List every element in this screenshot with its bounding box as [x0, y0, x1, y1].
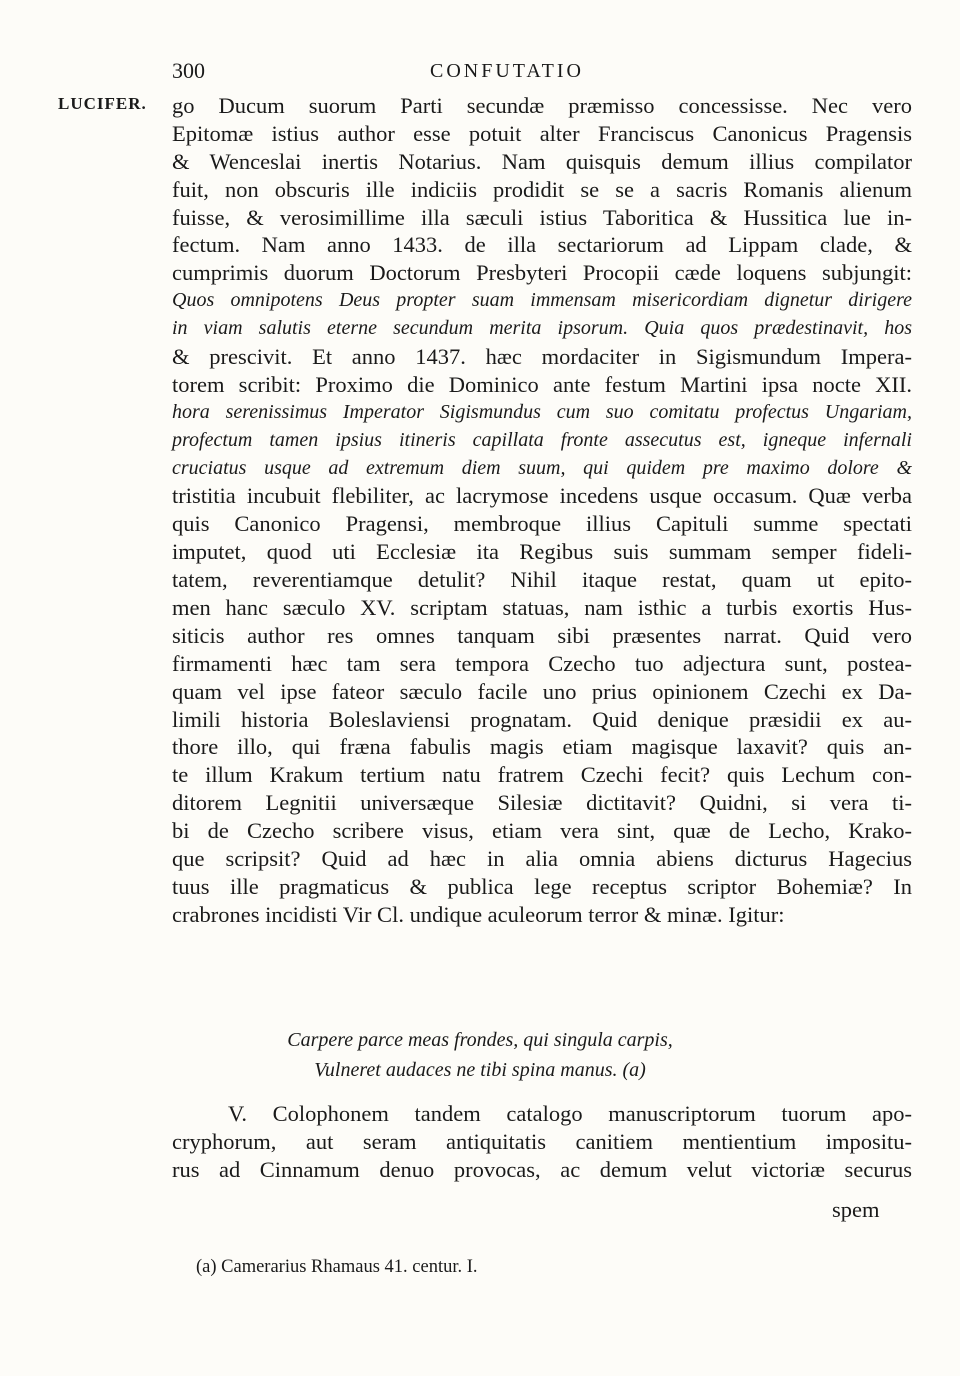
- margin-note: LUCIFER.: [58, 94, 147, 113]
- section-line: V. Colophonem tandem catalogo manuscriptorum tuorum apo-: [228, 1101, 912, 1126]
- verse-line: Vulneret audaces ne tibi spina manus. (a): [314, 1059, 646, 1081]
- catchword: spem: [832, 1197, 880, 1222]
- text-line: quam vel ipse fateor sæculo facile uno prius opinionem Czechi ex Da-: [172, 678, 912, 704]
- page-number: 300: [172, 58, 205, 83]
- text-line: profectum tamen ipsius itineris capillata fronte assecutus est, igneque infernali: [172, 428, 912, 451]
- text-line: cumprimis duorum Doctorum Presbyteri Procopii cæde loquens subjungit:: [172, 260, 912, 286]
- text-line: torem scribit: Proximo die Dominico ante festum Martini ipsa nocte XII.: [172, 371, 912, 397]
- text-line: que scripsit? Quid ad hæc in alia omnia abiens dicturus Hagecius: [172, 846, 912, 872]
- text-line: Quos omnipotens Deus propter suam immensam misericordiam dignetur dirigere: [172, 289, 912, 312]
- text-line: quis Canonico Pragensi, membroque illius Capituli summe spectati: [172, 511, 912, 537]
- text-line: ditorem Legnitii universæque Silesiæ dictitavit? Quidni, si vera ti-: [172, 790, 912, 816]
- running-title: CONFUTATIO: [430, 60, 584, 82]
- text-line: tatem, reverentiamque detulit? Nihil itaque restat, quam ut epito-: [172, 567, 912, 593]
- text-line: hora serenissimus Imperator Sigismundus cum suo comitatu profectus Ungariam,: [172, 400, 912, 423]
- text-line: fectum. Nam anno 1433. de illa sectariorum ad Lippam clade, &: [172, 232, 912, 258]
- text-line: limili historia Boleslaviensi prognatam. Quid denique præsidii ex au-: [172, 706, 912, 732]
- text-line: go Ducum suorum Parti secundæ præmisso concessisse. Nec vero: [172, 93, 912, 118]
- text-line: in viam salutis eterne secundum merita ipsorum. Quia quos prædestinavit, hos: [172, 317, 912, 340]
- verse-line: Carpere parce meas frondes, qui singula carpis,: [287, 1029, 673, 1051]
- footnote: (a) Camerarius Rhamaus 41. centur. I.: [196, 1257, 478, 1277]
- text-line: firmamenti hæc tam sera tempora Czecho tuo adjectura sunt, postea-: [172, 650, 912, 676]
- body-text: [172, 92, 912, 929]
- text-line: fuisse, & verosimillime illa sæculi istius Taboritica & Hussitica lue in-: [172, 204, 912, 230]
- text-line: siticis author res omnes tanquam sibi præsentes narrat. Quid vero: [172, 622, 912, 648]
- text-line: & Wenceslai inertis Notarius. Nam quisquis demum illius compilator: [172, 148, 912, 174]
- text-line: tuus ille pragmaticus & publica lege receptus scriptor Bohemiæ? In: [172, 873, 912, 899]
- section-line: rus ad Cinnamum denuo provocas, ac demum velut victoriæ securus: [172, 1157, 912, 1182]
- text-line: tristitia incubuit flebiliter, ac lacrymose incedens usque occasum. Quæ verba: [172, 483, 912, 509]
- text-line: thore illo, qui fræna fabulis magis etiam magisque laxavit? quis an-: [172, 734, 912, 760]
- text-line: bi de Czecho scribere visus, etiam vera sint, quæ de Lecho, Krako-: [172, 818, 912, 844]
- section-line: cryphorum, aut seram antiquitatis canitiem mentientium impositu-: [172, 1129, 912, 1154]
- section-v: [172, 1100, 912, 1184]
- text-line: imputet, quod uti Ecclesiæ ita Regibus suis summam semper fideli-: [172, 539, 912, 565]
- text-line: Epitomæ istius author esse potuit alter Franciscus Canonicus Pragensis: [172, 120, 912, 146]
- text-line: men hanc sæculo XV. scriptam statuas, nam isthic a turbis exortis Hus-: [172, 595, 912, 621]
- text-line: crabrones incidisti Vir Cl. undique aculeorum terror & minæ. Igitur:: [172, 901, 785, 927]
- text-line: fuit, non obscuris ille indiciis prodidit se se a sacris Romanis alienum: [172, 176, 912, 202]
- text-line: & prescivit. Et anno 1437. hæc mordaciter in Sigismundum Impera-: [172, 344, 912, 370]
- text-line: te illum Krakum tertium natu fratrem Czechi fecit? quis Lechum con-: [172, 762, 912, 788]
- text-line: cruciatus usque ad extremum diem suum, qui quidem pre maximo dolore &: [172, 456, 912, 479]
